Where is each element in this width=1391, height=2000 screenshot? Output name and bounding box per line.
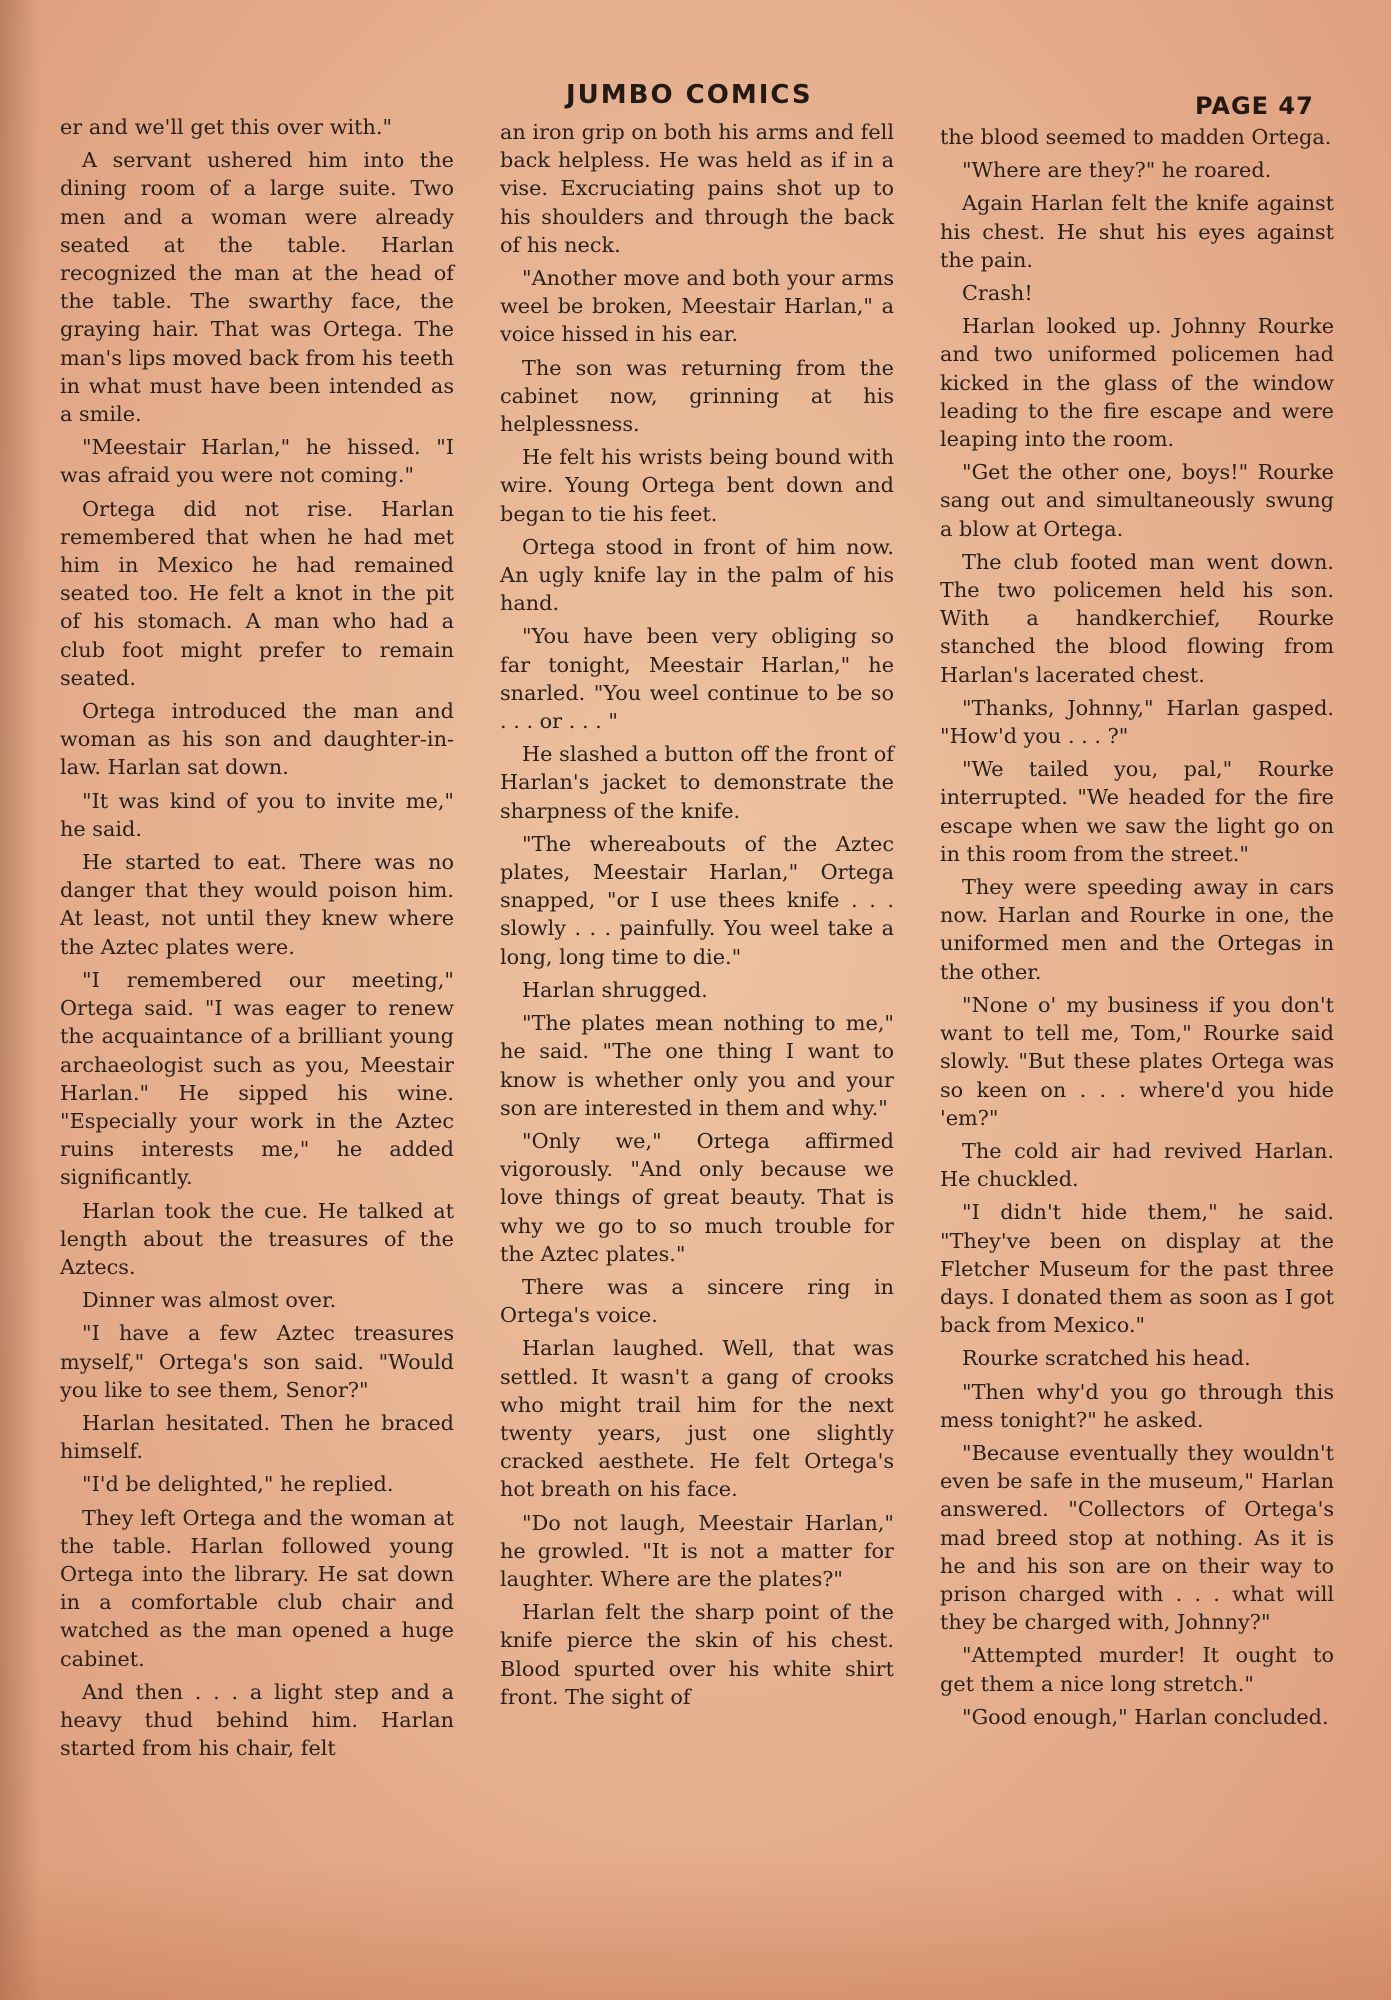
page-number: PAGE 47 <box>1195 92 1314 120</box>
story-paragraph: Harlan felt the sharp point of the knife pierce the skin of his chest. Blood spurted over his white shirt front. The sight of <box>500 1600 894 1709</box>
story-paragraph: They were speeding away in cars now. Harlan and Rourke in one, the uniformed men and the Ortegas in the other. <box>940 875 1334 984</box>
story-paragraph: "Where are they?" he roared. <box>962 158 1272 183</box>
story-paragraph: "I'd be delighted," he replied. <box>82 1472 394 1497</box>
story-paragraph: The son was returning from the cabinet now, grinning at his helplessness. <box>500 355 894 437</box>
story-paragraph: "None o' my business if you don't want to tell me, Tom," Rourke said slowly. "But these plates Ortega was so keen on . . . where'd you hide 'em?" <box>940 992 1334 1130</box>
text-column-3 <box>940 123 1334 1736</box>
story-paragraph: There was a sincere ring in Ortega's voice. <box>500 1274 894 1328</box>
story-paragraph: "You have been very obliging so far tonight, Meestair Harlan," he snarled. "You weel continue to be so . . . or . . . " <box>500 624 894 734</box>
text-column-1 <box>60 113 454 1767</box>
story-paragraph: "Another move and both your arms weel be broken, Meestair Harlan," a voice hissed in his ear. <box>500 266 894 347</box>
story-paragraph: Ortega did not rise. Harlan remembered that when he had met him in Mexico he had remained seated too. He felt a knot in the pit of his stomach. A man who had a club foot might prefer to remain seated. <box>60 496 454 690</box>
page-bottom-stain <box>0 1860 1391 2000</box>
story-paragraph: The cold air had revived Harlan. He chuckled. <box>940 1138 1334 1192</box>
story-paragraph: "Because eventually they wouldn't even be safe in the museum," Harlan answered. "Collectors of Ortega's mad breed stop at nothing. As it is he and his son are on their way to prison charged with . . . what will they be charged with, Johnny?" <box>940 1440 1334 1635</box>
story-paragraph: "I didn't hide them," he said. "They've been on display at the Fletcher Museum for the past three days. I donated them as soon as I got back from Mexico." <box>940 1200 1334 1338</box>
story-paragraph: Crash! <box>962 281 1033 306</box>
story-paragraph: "Attempted murder! It ought to get them a nice long stretch." <box>940 1643 1334 1696</box>
story-paragraph: "The plates mean nothing to me," he said. "The one thing I want to know is whether only you and your son are interested in them and why." <box>500 1011 894 1120</box>
story-paragraph: He slashed a button off the front of Harlan's jacket to demonstrate the sharpness of the knife. <box>500 742 894 823</box>
story-paragraph: "I have a few Aztec treasures myself," Ortega's son said. "Would you like to see them, Senor?" <box>60 1321 454 1402</box>
story-paragraph: the blood seemed to madden Ortega. <box>940 125 1332 149</box>
story-paragraph: Ortega introduced the man and woman as his son and daughter-in-law. Harlan sat down. <box>60 699 454 780</box>
story-paragraph: "The whereabouts of the Aztec plates, Meestair Harlan," Ortega snapped, "or I use thees knife . . . slowly . . . painfully. You weel take a long, long time to die." <box>500 831 894 969</box>
story-paragraph: an iron grip on both his arms and fell back helpless. He was held as if in a vise. Excruciating pains shot up to his shoulders and through the back of his neck. <box>500 120 894 257</box>
story-paragraph: "Meestair Harlan," he hissed. "I was afraid you were not coming." <box>60 435 454 488</box>
story-paragraph: Rourke scratched his head. <box>962 1346 1251 1371</box>
story-paragraph: They left Ortega and the woman at the table. Harlan followed young Ortega into the library. He sat down in a comfortable club chair and watched as the man opened a huge cabinet. <box>60 1505 454 1671</box>
story-paragraph: Harlan hesitated. Then he braced himself. <box>60 1410 454 1464</box>
story-paragraph: A servant ushered him into the dining room of a large suite. Two men and a woman were already seated at the table. Harlan recognized the man at the head of the table. The swarthy face, the graying hair. That was Ortega. The man's lips moved back from his teeth in what must have been intended as a smile. <box>60 148 454 427</box>
story-paragraph: er and we'll get this over with." <box>60 115 393 139</box>
story-paragraph: Harlan laughed. Well, that was settled. It wasn't a gang of crooks who might trail him for the next twenty years, just one slightly cracked aesthete. He felt Ortega's hot breath on his face. <box>500 1336 894 1502</box>
story-paragraph: "Do not laugh, Meestair Harlan," he growled. "It is not a matter for laughter. Where are the plates?" <box>500 1510 894 1591</box>
story-paragraph: Harlan took the cue. He talked at length about the treasures of the Aztecs. <box>60 1198 454 1279</box>
story-paragraph: He started to eat. There was no danger that they would poison him. At least, not until they knew where the Aztec plates were. <box>60 850 454 959</box>
magazine-title: JUMBO COMICS <box>566 80 813 110</box>
text-column-2 <box>500 118 894 1716</box>
page-edge-shadow <box>0 0 40 2000</box>
story-paragraph: The club footed man went down. The two policemen held his son. With a handkerchief, Rourke stanched the blood flowing from Harlan's lacerated chest. <box>940 549 1334 687</box>
story-paragraph: Harlan looked up. Johnny Rourke and two uniformed policemen had kicked in the glass of the window leading to the fire escape and were leaping into the room. <box>940 314 1334 452</box>
story-paragraph: He felt his wrists being bound with wire. Young Ortega bent down and began to tie his feet. <box>500 445 894 526</box>
story-paragraph: "I remembered our meeting," Ortega said. "I was eager to renew the acquaintance of a brilliant young archaeologist such as you, Meestair Harlan." He sipped his wine. "Especially your work in the Aztec ruins interests me," he added significantly. <box>60 967 454 1190</box>
story-paragraph: "Only we," Ortega affirmed vigorously. "And only because we love things of great beauty. That is why we go to so much trouble for the Aztec plates." <box>500 1128 894 1266</box>
story-paragraph: Again Harlan felt the knife against his chest. He shut his eyes against the pain. <box>940 191 1334 272</box>
story-paragraph: Ortega stood in front of him now. An ugly knife lay in the palm of his hand. <box>500 534 894 616</box>
story-paragraph: And then . . . a light step and a heavy thud behind him. Harlan started from his chair, felt <box>60 1679 454 1761</box>
story-paragraph: "Thanks, Johnny," Harlan gasped. "How'd you . . . ?" <box>940 695 1334 749</box>
story-paragraph: "Then why'd you go through this mess tonight?" he asked. <box>940 1379 1334 1432</box>
story-paragraph: "It was kind of you to invite me," he said. <box>60 788 454 841</box>
story-paragraph: Dinner was almost over. <box>82 1288 337 1313</box>
story-paragraph: "Good enough," Harlan concluded. <box>962 1704 1329 1729</box>
story-paragraph: "Get the other one, boys!" Rourke sang out and simultaneously swung a blow at Ortega. <box>940 460 1334 541</box>
story-paragraph: Harlan shrugged. <box>522 977 708 1002</box>
story-paragraph: "We tailed you, pal," Rourke interrupted. "We headed for the fire escape when we saw the light go on in this room from the street." <box>940 757 1334 866</box>
